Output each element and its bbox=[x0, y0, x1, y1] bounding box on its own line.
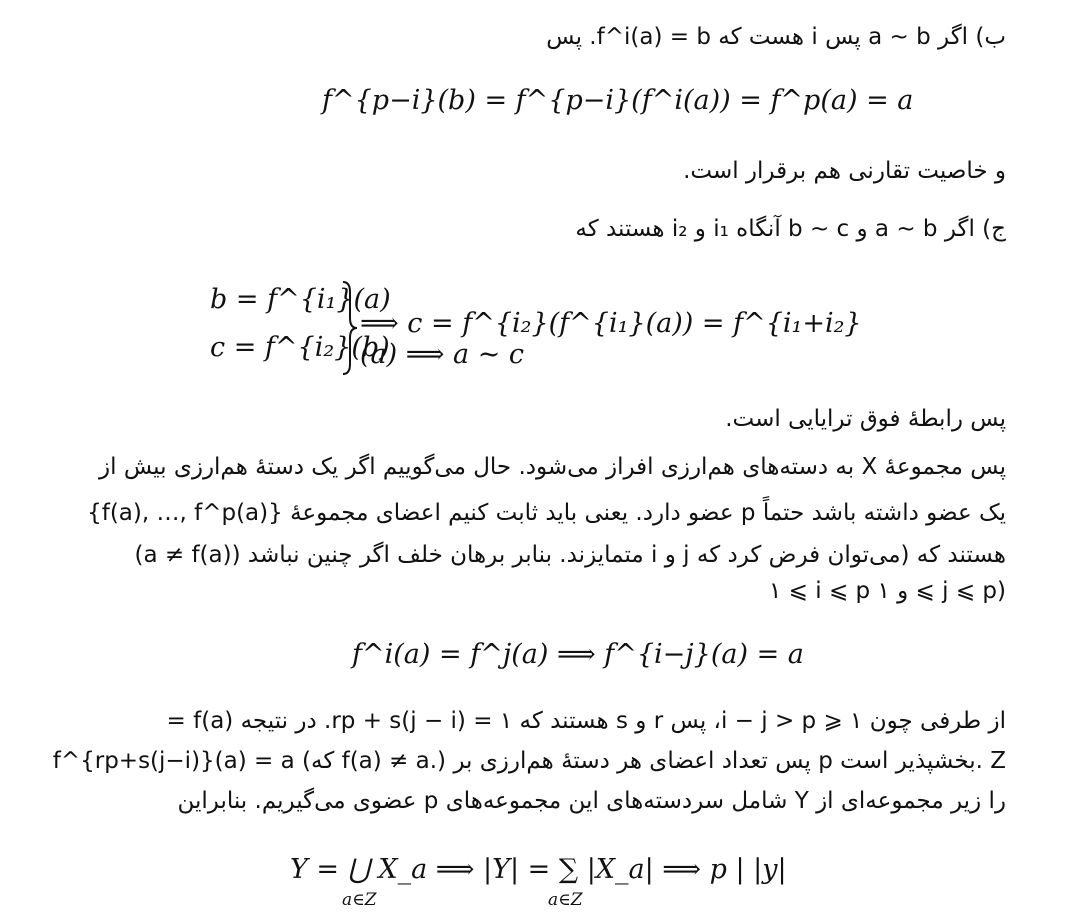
paragraph-line-1: پس مجموعهٔ X به دسته‌های هم‌ارزی افراز می‌شود. حال می‌گوییم اگر یک دستهٔ هم‌ارزی بیش از bbox=[99, 454, 1006, 480]
equation-partition-sum bbox=[290, 850, 790, 920]
paragraph-line-3: (a ≠ f(a)) متمایزند. بنابر برهان خلف اگر چنین نباشد i و j هستند که (می‌توان فرض کرد که bbox=[134, 542, 1006, 568]
equation-sum-main: Y = ⋃ X_a ⟹ |Y| = ∑ |X_a| ⟹ p | |y| bbox=[290, 854, 787, 885]
union-subscript: a∈Z bbox=[342, 890, 377, 910]
text-line-c: ج) اگر a ~ b و b ~ c آنگاه i₁ و i₂ هستند که bbox=[575, 216, 1006, 242]
brace-top-equation: b = f^{i₁}(a) bbox=[210, 284, 391, 315]
brace-bottom-equation: c = f^{i₂}(b) bbox=[210, 332, 390, 363]
equation-inverse: f^{p−i}(b) = f^{p−i}(f^i(a)) = f^p(a) = a bbox=[322, 85, 914, 116]
text-line-b: ب) اگر a ~ b پس i هست که f^i(a) = b. پس bbox=[546, 24, 1006, 50]
transitivity-equation bbox=[210, 280, 870, 380]
brace-result-equation: ⟹ c = f^{i₂}(f^{i₁}(a)) = f^{i₁+i₂}(a) ⟹ a ~ c bbox=[360, 308, 862, 370]
paragraph2-line-2: f^{rp+s(j−i)}(a) = a (که f(a) ≠ a.) پس تعداد اعضای هر دستهٔ هم‌ارزی بر p بخشپذیر است. Z bbox=[52, 748, 1006, 774]
text-line-symmetry: و خاصیت تقارنی هم برقرار است. bbox=[683, 158, 1006, 184]
paragraph-line-2: یک عضو داشته باشد حتماً p عضو دارد. یعنی باید ثابت کنیم اعضای مجموعهٔ {f(a), …, f^p(a)} bbox=[87, 500, 1006, 526]
equation-power-difference: f^i(a) = f^j(a) ⟹ f^{i−j}(a) = a bbox=[352, 639, 804, 670]
text-line-transitive: پس رابطهٔ فوق ترایایی است. bbox=[725, 406, 1006, 432]
paragraph2-line-3: را زیر مجموعه‌ای از Y شامل سردسته‌های این مجموعه‌های p عضوی می‌گیریم. بنابراین bbox=[177, 788, 1006, 814]
paragraph2-line-1: از طرفی چون ۱ ⩽ i − j > p، پس r و s هستند که ۱ = rp + s(j − i). در نتیجه f(a) = bbox=[166, 708, 1006, 734]
right-brace-icon bbox=[340, 280, 360, 376]
paragraph-line-4: ۱ ⩽ i ⩽ p و ۱ ⩽ j ⩽ p) bbox=[769, 578, 1006, 604]
sum-subscript: a∈Z bbox=[548, 890, 583, 910]
